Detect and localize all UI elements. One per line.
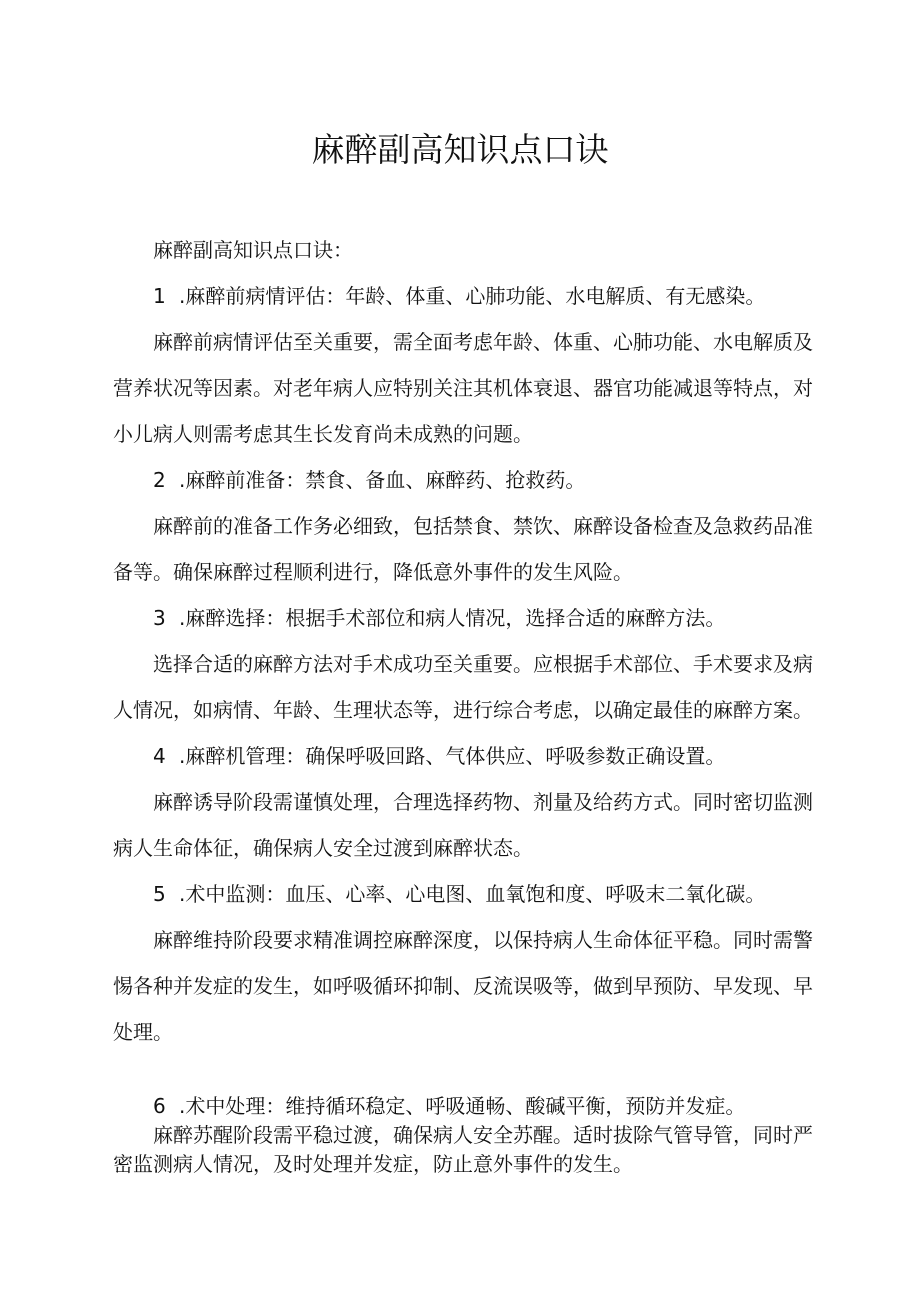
section-heading-text: .麻醉选择：根据手术部位和病人情况，选择合适的麻醉方法。 <box>179 606 726 630</box>
section-number: 2 <box>153 468 166 492</box>
section-heading-text: .术中监测：血压、心率、心电图、血氧饱和度、呼吸末二氧化碳。 <box>179 882 766 906</box>
section-heading <box>113 733 825 779</box>
section-body: 麻醉苏醒阶段需平稳过渡，确保病人安全苏醒。适时拔除气管导管，同时严密监测病人情况，及时处理并发症，防止意外事件的发生。 <box>113 1123 813 1176</box>
section-heading-text: .麻醉机管理：确保呼吸回路、气体供应、呼吸参数正确设置。 <box>179 744 726 768</box>
section-body: 麻醉诱导阶段需谨慎处理，合理选择药物、剂量及给药方式。同时密切监测病人生命体征，确保病人安全过渡到麻醉状态。 <box>113 790 813 860</box>
document-body <box>113 227 825 1055</box>
section-heading <box>113 273 825 319</box>
page-title: 麻醉副高知识点口诀 <box>311 130 609 169</box>
section-heading <box>113 1092 825 1121</box>
section-body: 选择合适的麻醉方法对手术成功至关重要。应根据手术部位、手术要求及病人情况，如病情、年龄、生理状态等，进行综合考虑，以确定最佳的麻醉方案。 <box>113 652 813 722</box>
section-number: 5 <box>153 882 166 906</box>
section-heading-text: .麻醉前准备：禁食、备血、麻醉药、抢救药。 <box>179 468 586 492</box>
section-body: 麻醉前病情评估至关重要，需全面考虑年龄、体重、心肺功能、水电解质及营养状况等因素。对老年病人应特别关注其机体衰退、器官功能减退等特点，对小儿病人则需考虑其生长发育尚未成熟的问题。 <box>113 330 813 446</box>
section-heading <box>113 595 825 641</box>
section-heading-text: .术中处理：维持循环稳定、呼吸通畅、酸碱平衡，预防并发症。 <box>179 1094 746 1118</box>
section-heading <box>113 457 825 503</box>
intro-paragraph: 麻醉副高知识点口诀： <box>153 238 353 262</box>
section-heading-text: .麻醉前病情评估：年龄、体重、心肺功能、水电解质、有无感染。 <box>179 284 766 308</box>
section-number: 3 <box>153 606 166 630</box>
section-body: 麻醉维持阶段要求精准调控麻醉深度，以保持病人生命体征平稳。同时需警惕各种并发症的发生，如呼吸循环抑制、反流误吸等，做到早预防、早发现、早处理。 <box>113 928 813 1044</box>
section-number: 1 <box>153 284 166 308</box>
section-heading <box>113 871 825 917</box>
section-body: 麻醉前的准备工作务必细致，包括禁食、禁饮、麻醉设备检查及急救药品准备等。确保麻醉过程顺利进行，降低意外事件的发生风险。 <box>113 514 813 584</box>
document-body-end <box>113 1092 825 1179</box>
section-number: 6 <box>153 1094 166 1118</box>
section-number: 4 <box>153 744 166 768</box>
